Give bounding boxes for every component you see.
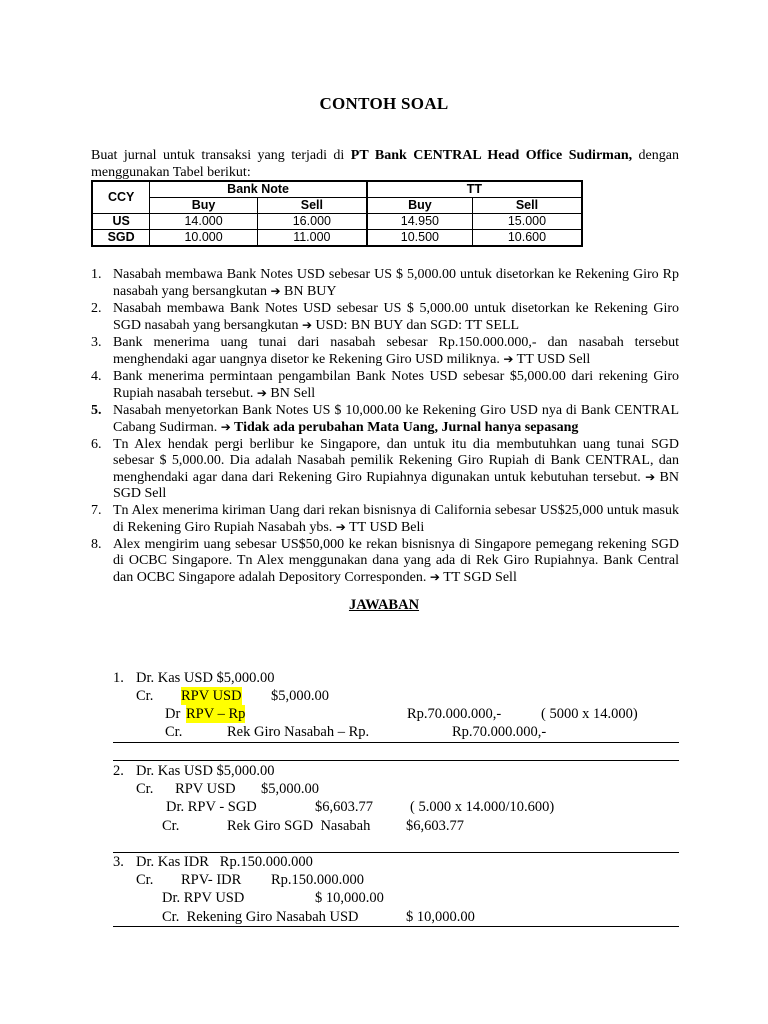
answer-1-calc: ( 5000 x 14.000) xyxy=(541,706,638,722)
answer-2-line-1: Dr. Kas USD $5,000.00 xyxy=(136,763,275,779)
question-note: BN BUY xyxy=(280,284,337,299)
question-text: Tn Alex menerima kiriman Uang dari rekan bisnisnya di California sebesar US$25,000 untuk masuk di Rekening Giro Rupiah Nasabah ybs. xyxy=(113,503,679,535)
question-note: BN SGD Sell xyxy=(113,470,679,501)
arrow-icon: ➔ xyxy=(301,318,313,332)
list-item xyxy=(91,335,679,368)
question-note: TT SGD Sell xyxy=(439,570,517,585)
intro-text-2: dengan menggunakan Tabel berikut: xyxy=(91,148,679,180)
answer-3-dr-rpv-usd: Dr. RPV USD xyxy=(162,890,245,906)
page-title: CONTOH SOAL xyxy=(319,94,449,113)
question-text: Nasabah membawa Bank Notes USD sebesar US $ 5,000.00 untuk disetorkan ke Rekening Giro SGD nasabah yang bersangkutan xyxy=(113,301,679,333)
question-number: 8. xyxy=(91,537,102,552)
question-number: 3. xyxy=(91,335,102,350)
answer-3-cr-rekening: Cr. Rekening Giro Nasabah USD xyxy=(162,909,359,925)
intro-text-1: Buat jurnal untuk transaksi yang terjadi di xyxy=(91,148,351,163)
subheader-bn-buy: Buy xyxy=(150,198,258,214)
answer-3-cr2-amount: $ 10,000.00 xyxy=(406,909,475,925)
header-ccy: CCY xyxy=(92,181,150,214)
intro-bank-name: PT Bank CENTRAL Head Office Sudirman, xyxy=(350,148,633,163)
answer-1-cr: Cr. xyxy=(136,688,154,704)
cell-bn-sell: 16.000 xyxy=(257,214,367,230)
list-item xyxy=(91,369,679,402)
question-text: Bank menerima uang tunai dari nasabah sebesar Rp.150.000.000,- dan nasabah tersebut menghendaki agar uangnya disetor ke Rekening Giro USD miliknya. xyxy=(113,335,679,367)
list-item xyxy=(91,267,679,300)
answer-2-line-2: Cr. RPV USD $5,000.00 xyxy=(136,781,320,797)
question-note: TT USD Beli xyxy=(345,520,425,535)
arrow-icon: ➔ xyxy=(503,352,514,366)
subheader-bn-sell: Sell xyxy=(257,198,367,214)
intro-paragraph xyxy=(91,147,679,181)
question-number: 5. xyxy=(91,403,102,418)
answer-3-line-1: Dr. Kas IDR Rp.150.000.000 xyxy=(136,854,313,870)
answer-3-cr-amount: Rp.150.000.000 xyxy=(271,872,365,888)
subheader-tt-buy: Buy xyxy=(367,198,473,214)
header-tt: TT xyxy=(367,181,582,198)
answers-heading: JAWABAN xyxy=(348,597,420,613)
answer-1-dr: Dr xyxy=(165,706,181,722)
answer-1-rpv-rp: RPV – Rp xyxy=(186,706,246,722)
question-text: Nasabah membawa Bank Notes USD sebesar US $ 5,000.00 untuk disetorkan ke Rekening Giro Rp nasabah yang bersangkutan xyxy=(113,267,679,299)
question-bold-note: Tidak ada perubahan Mata Uang, Jurnal hanya sepasang xyxy=(230,420,579,435)
answer-2-cr-amount: $6,603.77 xyxy=(406,818,464,834)
list-item xyxy=(91,537,679,586)
answer-divider xyxy=(113,926,679,927)
question-text: Nasabah menyetorkan Bank Notes US $ 10,000.00 ke Rekening Giro USD nya di Bank CENTRAL Cabang Sudirman. xyxy=(113,403,679,435)
arrow-icon: ➔ xyxy=(256,386,267,400)
question-list xyxy=(91,267,679,587)
list-item xyxy=(91,403,679,436)
answer-1-dr-amount: Rp.70.000.000,- xyxy=(407,706,502,722)
answer-1-cr2-amount: Rp.70.000.000,- xyxy=(452,724,547,740)
table-header-row xyxy=(92,181,582,198)
answer-1-rpv-usd: RPV USD xyxy=(181,688,242,704)
answer-2-number: 2. xyxy=(113,763,124,779)
answer-1-line-1: Dr. Kas USD $5,000.00 xyxy=(136,670,275,686)
cell-tt-sell: 15.000 xyxy=(472,214,582,230)
arrow-icon: ➔ xyxy=(220,420,231,434)
answer-2-dr-rpv-sgd: Dr. RPV - SGD xyxy=(166,799,257,815)
subheader-tt-sell: Sell xyxy=(472,198,582,214)
question-text: Alex mengirim uang sebesar US$50,000 ke rekan bisnisnya di Singapore pemegang rekening SGD di OCBC Singapore. Tn Alex menggunakan dana yang ada di Rek Giro Rupiahnya. Bank Central dan OCBC Singapore adalah Depository Corresponden. xyxy=(113,537,679,585)
answer-1-cr-amount: $5,000.00 xyxy=(271,688,329,704)
cell-tt-buy: 10.500 xyxy=(367,230,473,247)
row-ccy: SGD xyxy=(92,230,150,247)
question-number: 4. xyxy=(91,369,102,384)
question-note: USD: BN BUY dan SGD: TT SELL xyxy=(312,318,520,333)
row-ccy: US xyxy=(92,214,150,230)
table-row xyxy=(92,230,582,247)
question-note: BN Sell xyxy=(266,386,316,401)
list-item xyxy=(91,503,679,536)
arrow-icon: ➔ xyxy=(645,470,656,484)
list-item xyxy=(91,437,679,502)
question-note: TT USD Sell xyxy=(513,352,591,367)
cell-tt-buy: 14.950 xyxy=(367,214,473,230)
cell-bn-sell: 11.000 xyxy=(257,230,367,247)
answer-2-calc: ( 5.000 x 14.000/10.600) xyxy=(410,799,555,815)
answer-2-dr-amount: $6,603.77 xyxy=(315,799,373,815)
answer-2-rek-giro-sgd: Rek Giro SGD Nasabah xyxy=(227,818,371,834)
arrow-icon: ➔ xyxy=(270,284,281,298)
question-number: 2. xyxy=(91,301,102,316)
cell-bn-buy: 14.000 xyxy=(150,214,258,230)
question-text: Tn Alex hendak pergi berlibur ke Singapore, dan untuk itu dia membutuhkan uang tunai SGD sebesar $ 5,000.00. Dia adalah Nasabah pemilik Rekening Giro Rupiah di Bank CENTRAL, dan menghendaki agar dana dari Rekening Giro Rupiahnya digunakan untuk kebutuhan tersebut. xyxy=(113,437,679,485)
question-number: 1. xyxy=(91,267,102,282)
exchange-rates-table xyxy=(91,180,583,247)
question-number: 7. xyxy=(91,503,102,518)
answer-3-number: 3. xyxy=(113,854,124,870)
question-text: Bank menerima permintaan pengambilan Bank Notes USD sebesar $5,000.00 dari rekening Giro Rupiah nasabah tersebut. xyxy=(113,369,679,401)
cell-bn-buy: 10.000 xyxy=(150,230,258,247)
answer-2-cr: Cr. xyxy=(162,818,180,834)
question-number: 6. xyxy=(91,437,102,452)
answer-divider xyxy=(113,742,679,743)
header-bank-note: Bank Note xyxy=(150,181,367,198)
answer-1-rek-giro: Rek Giro Nasabah – Rp. xyxy=(227,724,370,740)
table-subheader-row xyxy=(92,198,582,214)
answer-divider xyxy=(113,760,679,761)
answer-1-number: 1. xyxy=(113,670,124,686)
table-row xyxy=(92,214,582,230)
list-item xyxy=(91,301,679,334)
answer-3-cr: Cr. xyxy=(136,872,154,888)
cell-tt-sell: 10.600 xyxy=(472,230,582,247)
answer-3-dr-amount: $ 10,000.00 xyxy=(315,890,384,906)
arrow-icon: ➔ xyxy=(335,520,346,534)
answer-1-cr2: Cr. xyxy=(165,724,183,740)
arrow-icon: ➔ xyxy=(429,570,440,584)
answer-3-rpv-idr: RPV- IDR xyxy=(181,872,242,888)
